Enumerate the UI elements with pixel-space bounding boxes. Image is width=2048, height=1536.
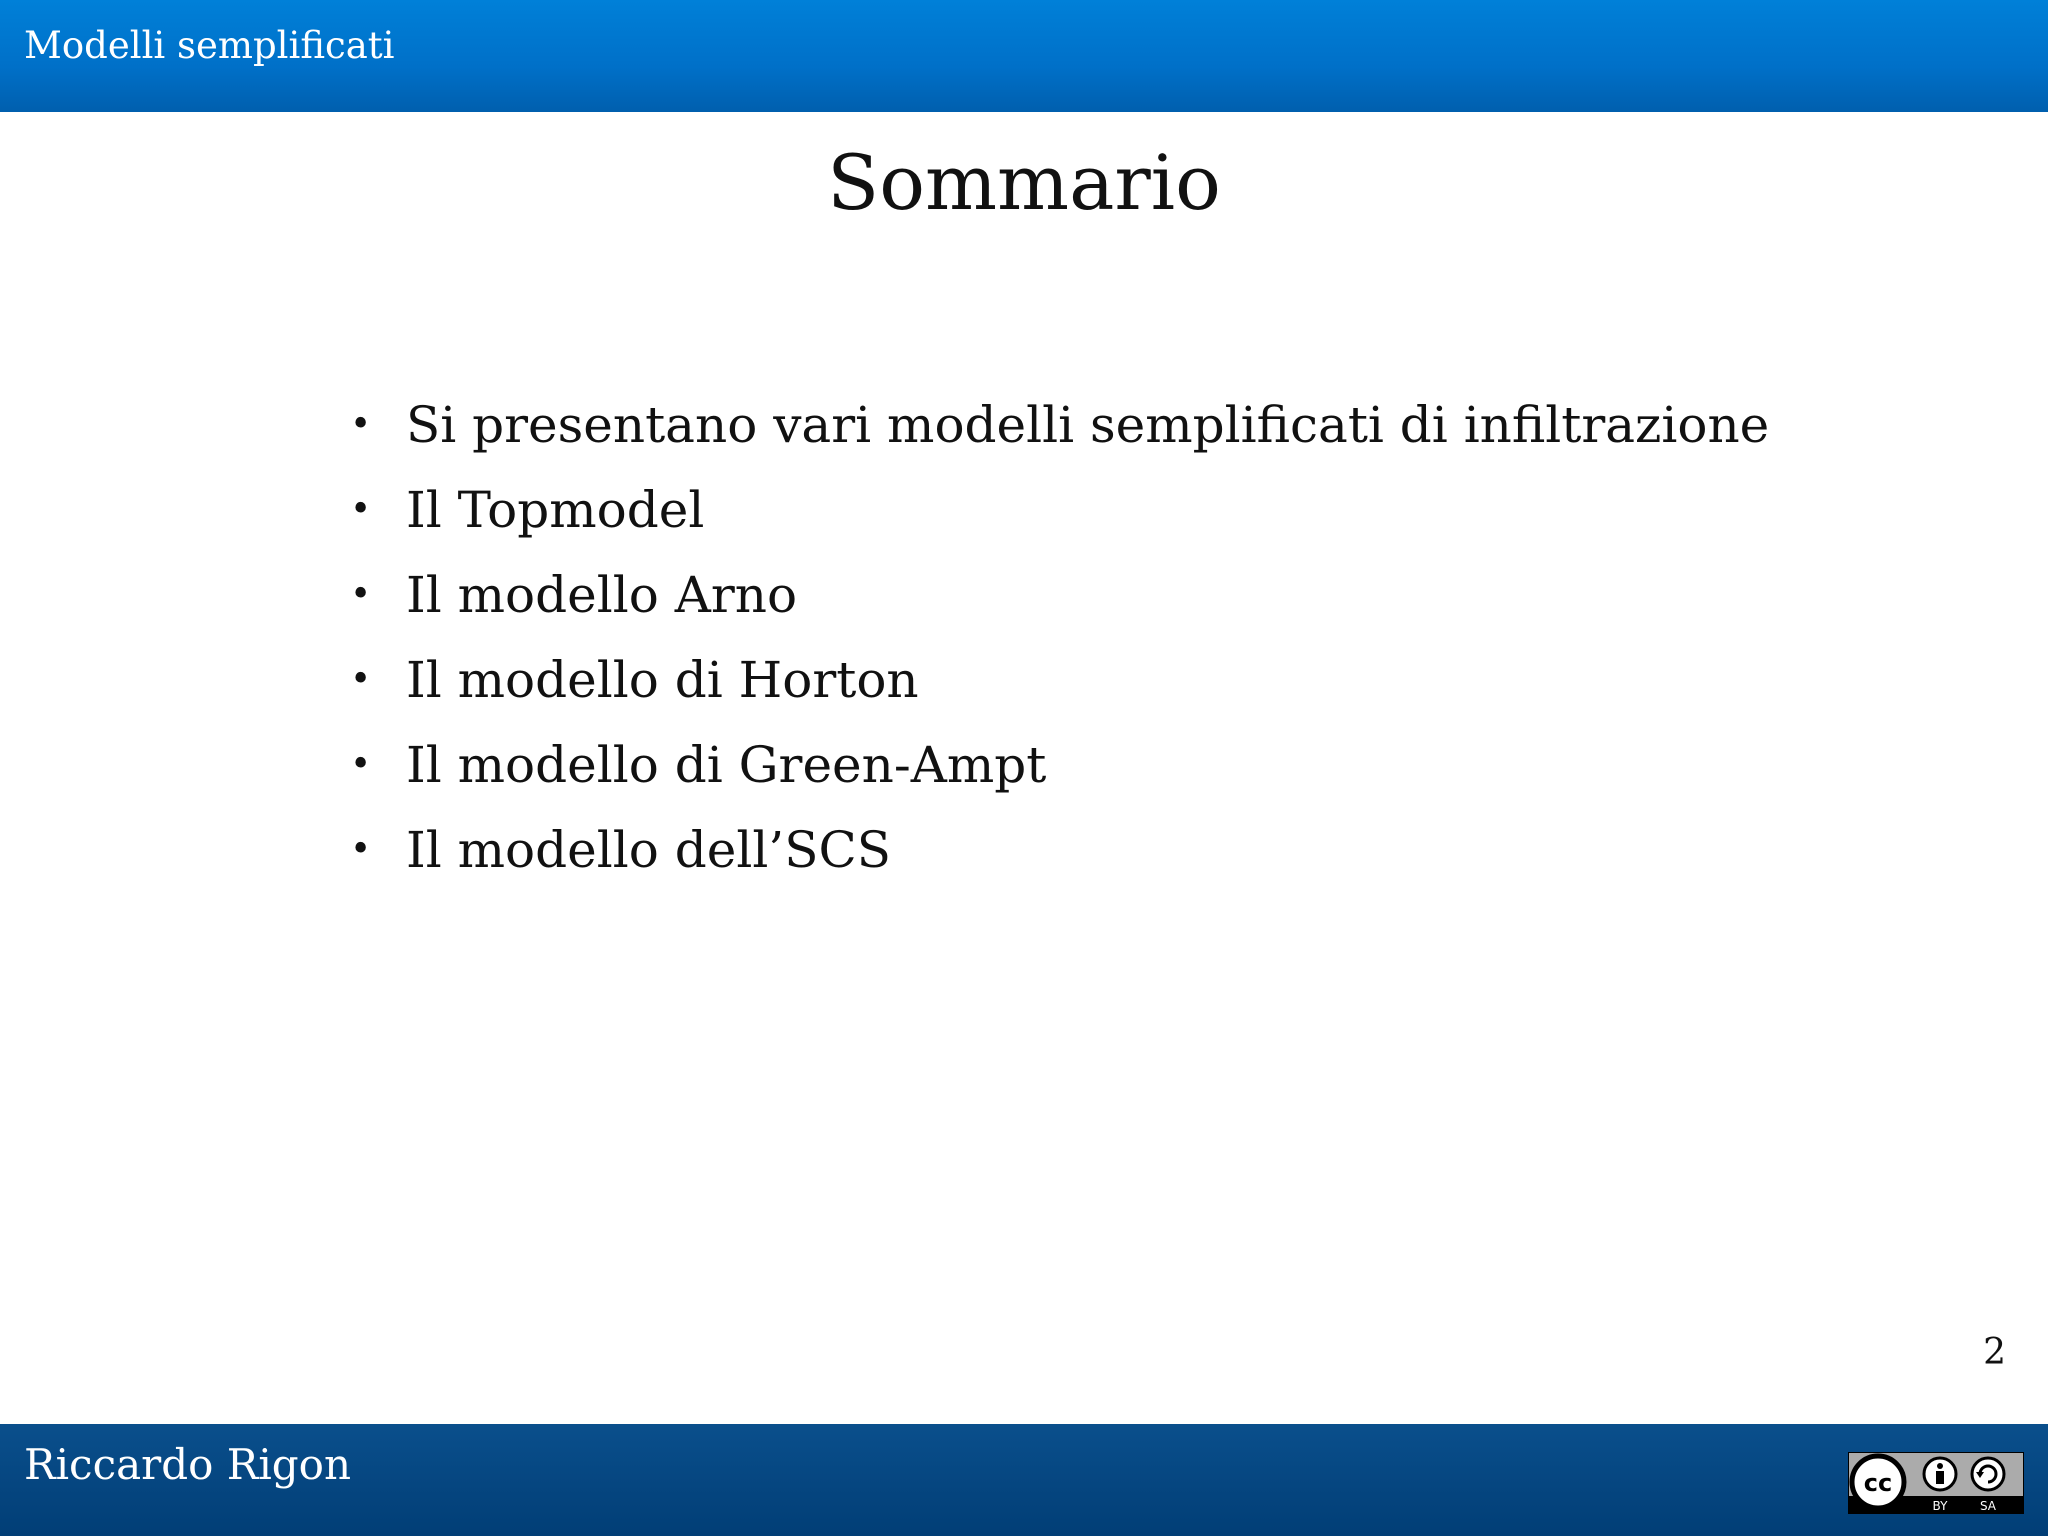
author-name: Riccardo Rigon <box>24 1440 352 1489</box>
license-label-by: BY <box>1932 1499 1948 1513</box>
list-item-text: Il Topmodel <box>406 481 705 539</box>
list-item-text: Il modello dell’SCS <box>406 821 891 879</box>
slide-title: Sommario <box>827 138 1221 227</box>
section-title: Modelli semplificati <box>24 24 395 67</box>
bullet-icon: • <box>350 489 372 530</box>
svg-text:cc: cc <box>1863 1469 1893 1497</box>
list-item-text: Il modello di Horton <box>406 651 919 709</box>
list-item-text: Il modello di Green-Ampt <box>406 736 1047 794</box>
bullet-icon: • <box>350 404 372 445</box>
list-item-text: Il modello Arno <box>406 566 798 624</box>
list-item-text: Si presentano vari modelli semplificati di infiltrazione <box>406 396 1770 454</box>
bullet-icon: • <box>350 574 372 615</box>
license-label-sa: SA <box>1979 1499 1997 1513</box>
bullet-icon: • <box>350 829 372 870</box>
page-number: 2 <box>1983 1332 2006 1373</box>
bullet-icon: • <box>350 744 372 785</box>
cc-by-sa-icon <box>1848 1452 2024 1514</box>
bullet-icon: • <box>350 659 372 700</box>
